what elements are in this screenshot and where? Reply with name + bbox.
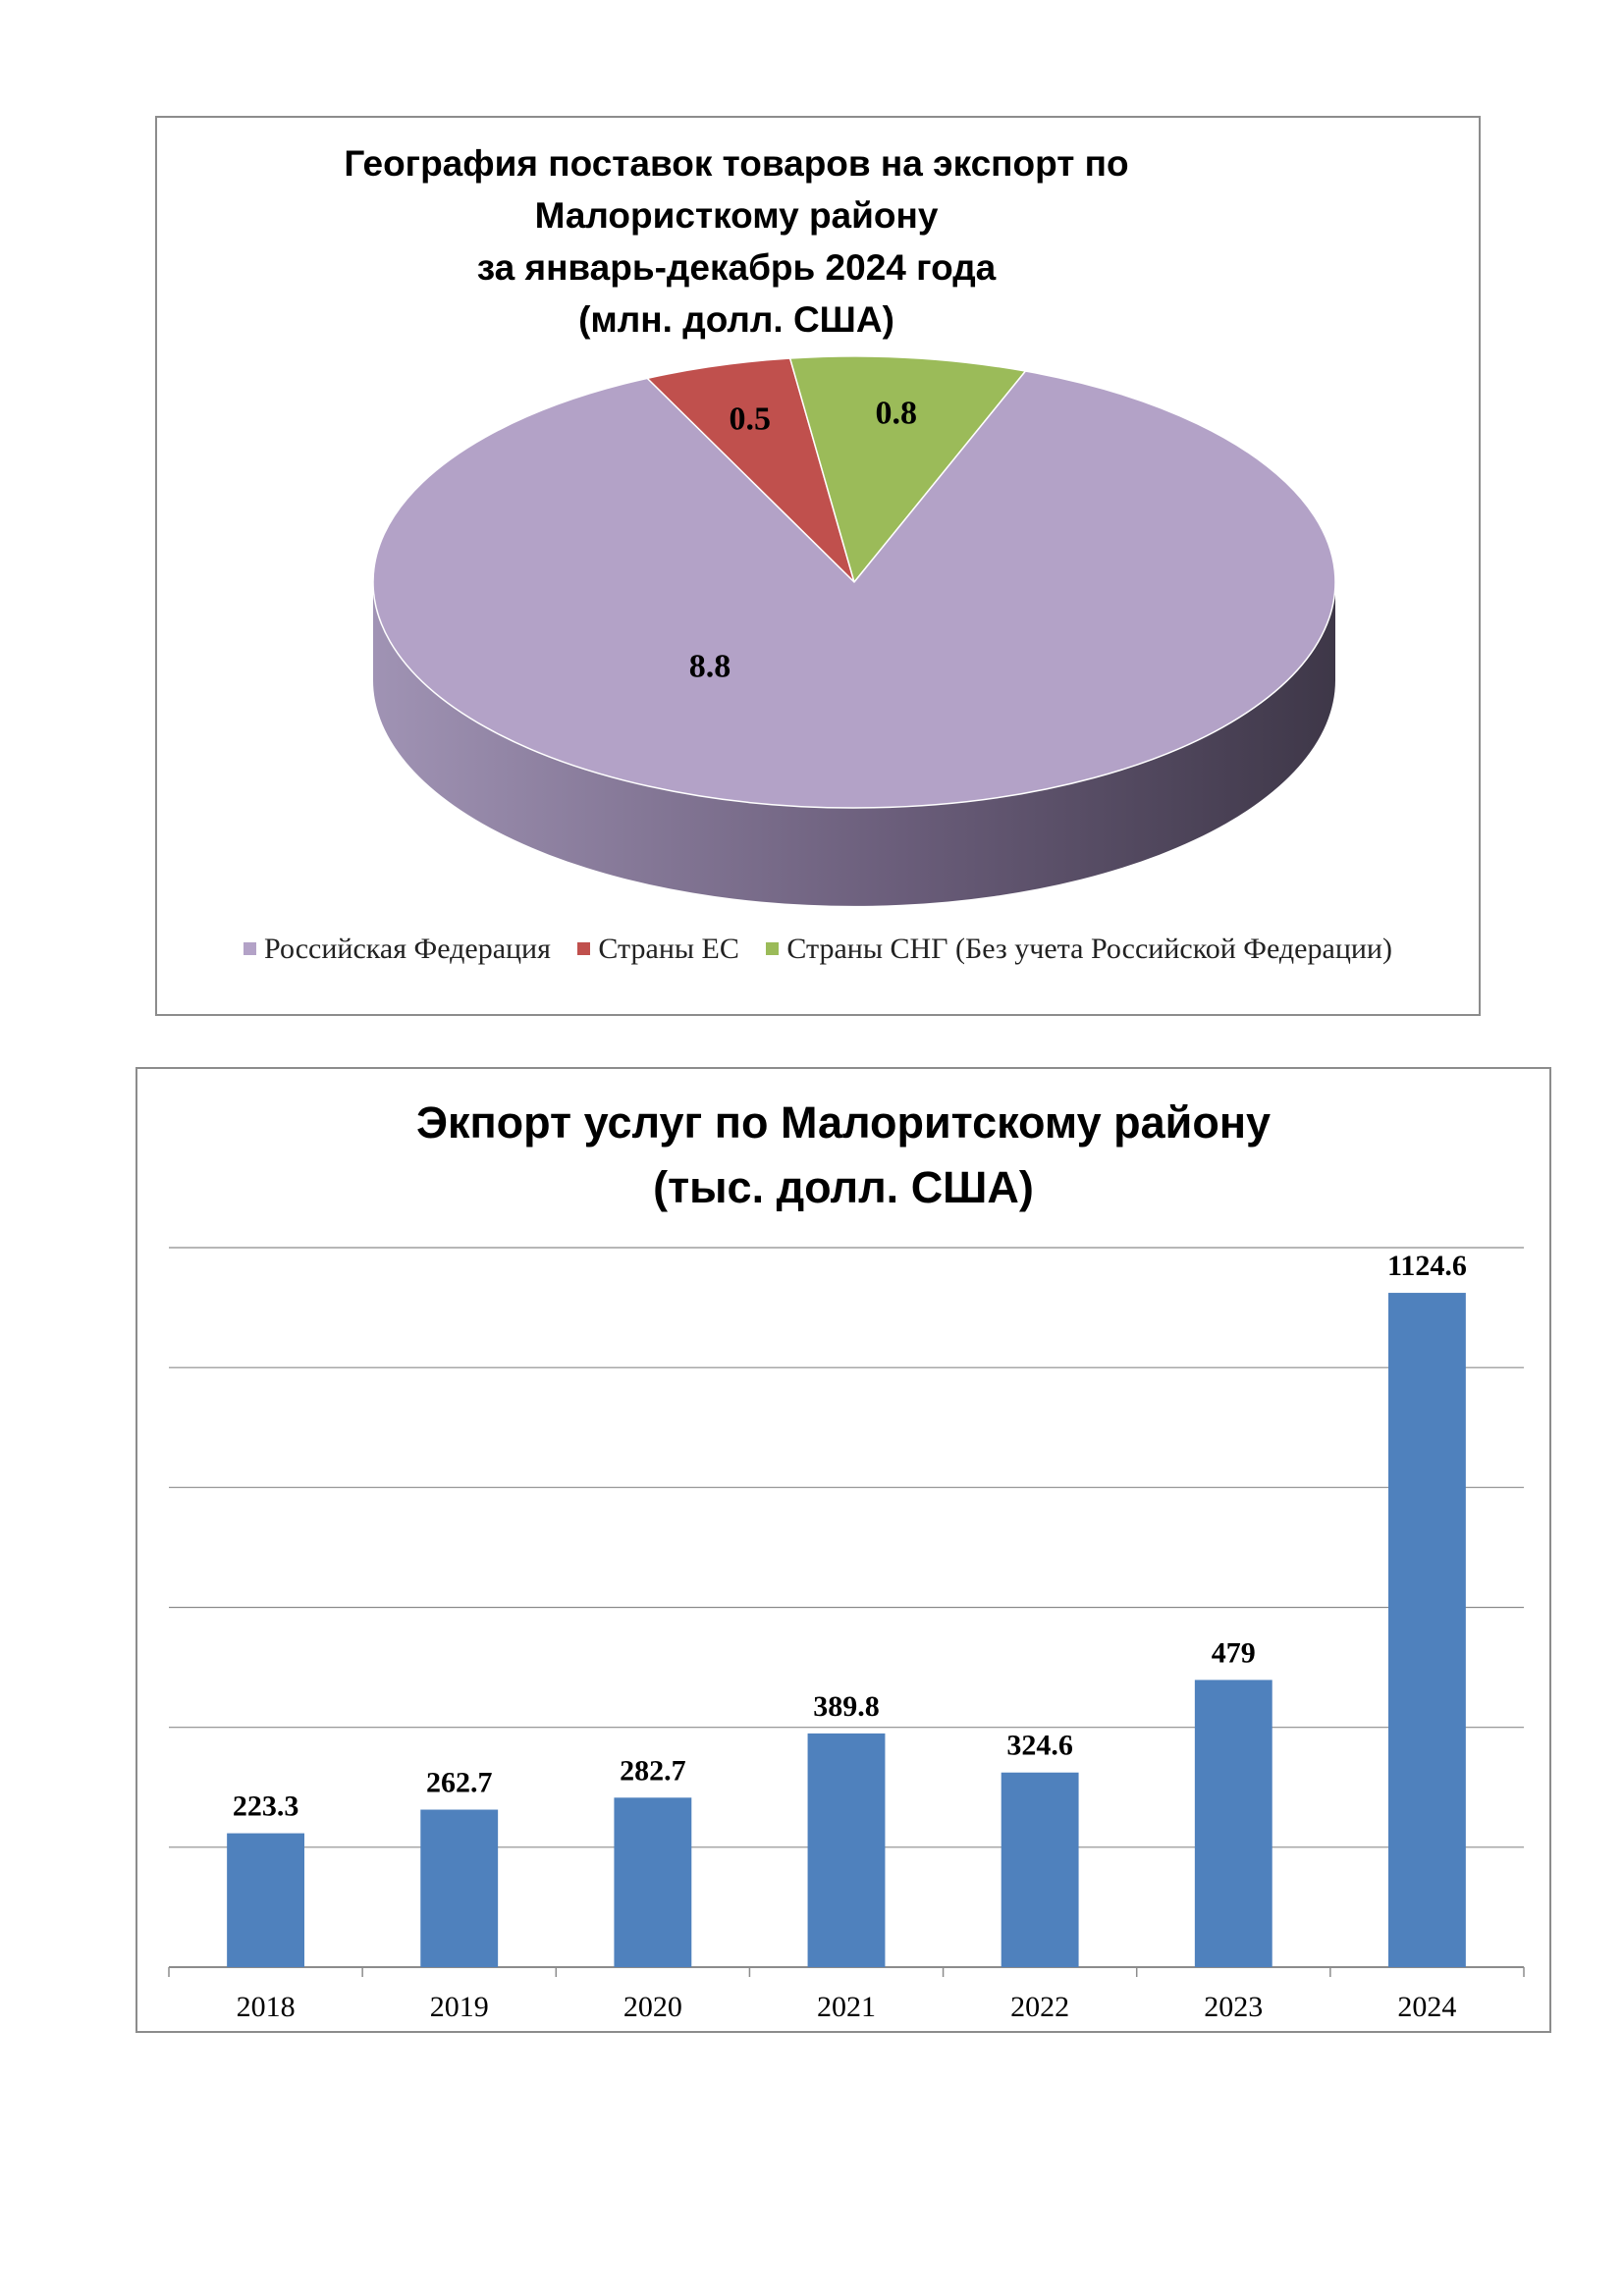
- pie-title-line-1: География поставок товаров на экспорт по: [344, 143, 1129, 184]
- pie-data-label-cis: 0.8: [875, 395, 918, 432]
- bar-2023: [1195, 1680, 1272, 1967]
- bar-2022: [1001, 1773, 1079, 1967]
- legend-label-russia: Российская Федерация: [264, 933, 551, 965]
- bar-2024: [1388, 1293, 1466, 1967]
- bar-2020: [614, 1797, 691, 1967]
- x-tick-label-2019: 2019: [429, 1991, 489, 2023]
- legend-item-eu: [577, 933, 738, 966]
- legend-label-cis: Страны СНГ (Без учета Российской Федерации): [786, 933, 1392, 965]
- pie-legend: [157, 933, 1479, 966]
- bar-chart-frame: [135, 1067, 1551, 2033]
- bar-data-label-2021: 389.8: [813, 1689, 880, 1723]
- pie-title-line-2: Малористкому району: [534, 195, 939, 236]
- bar-title-line-2: (тыс. долл. США): [653, 1162, 1034, 1212]
- pie-title-line-3: за январь-декабрь 2024 года: [476, 247, 997, 288]
- legend-swatch-eu: [577, 942, 590, 955]
- bar-data-label-2020: 282.7: [620, 1754, 686, 1788]
- bar-2021: [808, 1734, 886, 1967]
- x-tick-label-2024: 2024: [1397, 1991, 1457, 2023]
- x-tick-label-2023: 2023: [1204, 1991, 1264, 2023]
- x-tick-label-2022: 2022: [1010, 1991, 1070, 2023]
- bar-data-label-2023: 479: [1211, 1636, 1256, 1670]
- x-tick-label-2020: 2020: [623, 1991, 682, 2023]
- bar-data-label-2018: 223.3: [232, 1789, 299, 1823]
- x-tick-label-2018: 2018: [236, 1991, 296, 2023]
- pie-chart-plot: [157, 118, 1479, 1014]
- legend-label-eu: Страны ЕС: [598, 933, 739, 965]
- legend-swatch-russia: [244, 942, 256, 955]
- bar-2019: [420, 1810, 498, 1967]
- bar-data-label-2024: 1124.6: [1386, 1250, 1467, 1283]
- legend-swatch-cis: [766, 942, 779, 955]
- bar-data-label-2019: 262.7: [425, 1766, 493, 1799]
- pie-chart-frame: [155, 116, 1481, 1016]
- bar-data-label-2022: 324.6: [1006, 1729, 1073, 1762]
- pie-data-label-russia: 8.8: [688, 648, 731, 685]
- x-tick-label-2021: 2021: [817, 1991, 876, 2023]
- bar-chart-plot: [137, 1069, 1549, 2031]
- legend-item-russia: [244, 933, 551, 966]
- pie-data-label-eu: 0.5: [729, 400, 772, 438]
- pie-title-line-4: (млн. долл. США): [578, 299, 894, 340]
- legend-item-cis: [766, 933, 1392, 966]
- bar-title-line-1: Экпорт услуг по Малоритскому району: [415, 1097, 1272, 1148]
- bar-2018: [227, 1834, 304, 1967]
